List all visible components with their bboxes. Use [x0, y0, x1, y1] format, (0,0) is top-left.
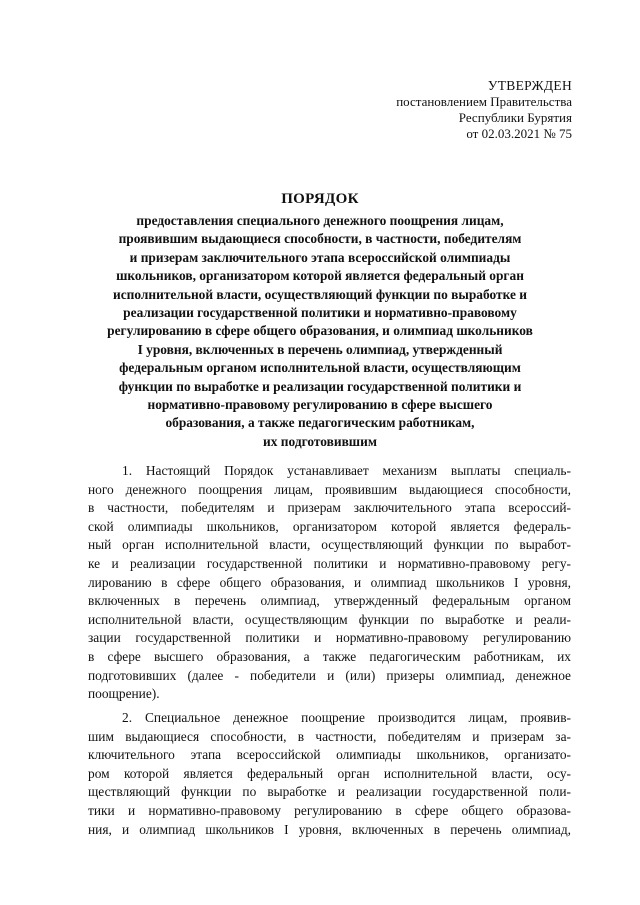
approval-line-1: постановлением Правительства	[396, 94, 572, 109]
paragraph-line: ке и реализации государственной политики и нормативно-правовому регу-	[88, 555, 571, 571]
paragraph-line: ществляющий функции по выработке и реализации государственной поли-	[88, 784, 571, 800]
subheading-line: I уровня, включенных в перечень олимпиад, утвержденный	[137, 341, 503, 357]
subheading-line: предоставления специального денежного поощрения лицам,	[136, 213, 504, 228]
subheading-line: и призерам заключительного этапа всероссийской олимпиады	[129, 249, 511, 265]
subheading-line: исполнительной власти, осуществляющий функции по выработке и	[113, 286, 527, 302]
paragraph-1	[88, 462, 571, 704]
subheading-line: школьников, организатором которой является федеральный орган	[116, 268, 524, 284]
approval-title: УТВЕРЖДЕН	[487, 78, 572, 93]
document-heading: ПОРЯДОК	[281, 191, 359, 207]
paragraph-line: исполнительной власти, осуществляющим функции по выработке и реали-	[88, 611, 571, 627]
paragraph-line: тики и нормативно-правовому регулированию в сфере общего образова-	[88, 802, 571, 818]
paragraph-line: ного денежного поощрения лицам, проявившим выдающиеся способности,	[88, 481, 571, 497]
subheading-line: образования, а также педагогическим работникам,	[165, 415, 475, 431]
paragraph-line: ской олимпиады школьников, организатором которой является федераль-	[88, 518, 571, 534]
paragraph-line: ключительного этапа всероссийской олимпиады школьников, организато-	[88, 747, 571, 763]
paragraph-line: включенных в перечень олимпиад, утвержденный федеральным органом	[88, 593, 571, 609]
paragraph-line: 1. Настоящий Порядок устанавливает механизм выплаты специаль-	[122, 463, 571, 478]
subheading-line: проявившим выдающиеся способности, в частности, победителям	[118, 231, 522, 247]
approval-stamp	[396, 78, 572, 142]
paragraph-line: в сфере высшего образования, а также педагогическим работникам, их	[88, 648, 571, 664]
document-subheading	[100, 212, 540, 451]
approval-line-2: Республики Бурятия	[458, 110, 572, 125]
paragraph-line: ром которой является федеральный орган исполнительной власти, осу-	[88, 765, 571, 781]
paragraph-line: поощрение).	[88, 686, 160, 702]
approval-date: от 02.03.2021 № 75	[466, 126, 572, 141]
subheading-line: федеральным органом исполнительной власти, осуществляющим	[119, 360, 521, 376]
paragraph-line: зации государственной политики и нормативно-правовому регулированию	[88, 630, 571, 646]
paragraph-line: 2. Специальное денежное поощрение производится лицам, проявив-	[122, 710, 571, 725]
paragraph-line: лированию в сфере общего образования, и олимпиад школьников I уровня,	[88, 574, 571, 590]
paragraph-line: подготовивших (далее - победители и (или) призеры олимпиад, денежное	[88, 667, 571, 683]
subheading-line: нормативно-правовому регулированию в сфере высшего	[147, 397, 493, 413]
subheading-line: регулированию в сфере общего образования, и олимпиад школьников	[107, 323, 533, 339]
paragraph-line: в частности, победителям и призерам заключительного этапа всероссий-	[88, 500, 571, 516]
document-title	[100, 189, 540, 451]
paragraph-line: ный орган исполнительной власти, осуществляющий функции по выработ-	[88, 537, 571, 553]
subheading-line: реализации государственной политики и нормативно-правовому	[123, 305, 517, 321]
subheading-line: функции по выработке и реализации государственной политики и	[118, 378, 522, 394]
paragraph-2	[88, 709, 571, 839]
paragraph-line: ния, и олимпиад школьников I уровня, включенных в перечень олимпиад,	[88, 821, 571, 837]
subheading-line: их подготовившим	[263, 433, 377, 449]
paragraph-line: шим выдающиеся способности, в частности, победителям и призерам за-	[88, 728, 571, 744]
